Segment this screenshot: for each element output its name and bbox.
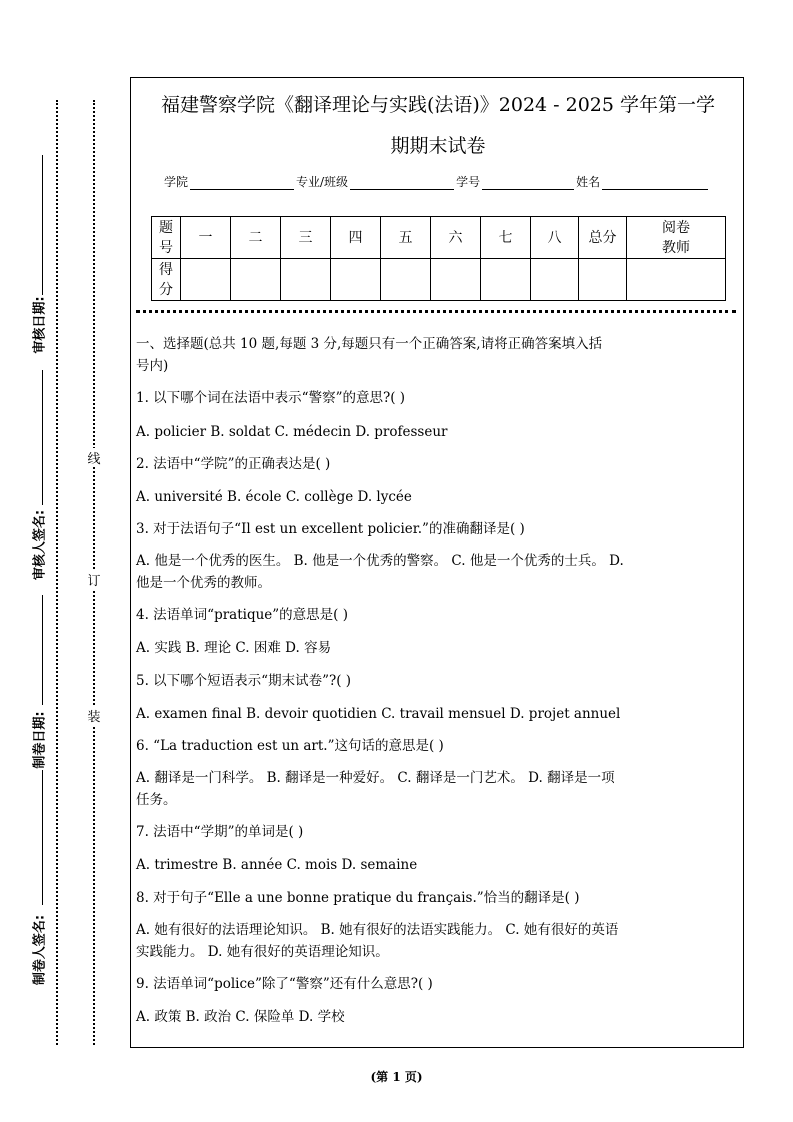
score-total-cell[interactable] <box>579 259 627 301</box>
section-separator <box>136 310 736 313</box>
question-5: 5. 以下哪个短语表示“期末试卷”?( ) <box>136 673 352 689</box>
maker-sign-line <box>42 770 44 905</box>
score-table-score-row <box>152 259 726 301</box>
student-id-label: 学号 <box>456 175 481 189</box>
college-label: 学院 <box>164 175 189 189</box>
binding-char-bind: 装 <box>86 706 102 725</box>
reviewer-teacher-label: 阅卷 教师 <box>627 217 726 259</box>
maker-sign-label: 制卷人签名: <box>32 914 48 986</box>
question-no-label: 题 号 <box>152 217 181 259</box>
col-7: 七 <box>481 217 531 259</box>
question-8: 8. 对于句子“Elle a une bonne pratique du français.”恰当的翻译是( ) <box>136 890 580 906</box>
col-2: 二 <box>231 217 281 259</box>
exam-title-line2: 期期末试卷 <box>390 135 486 157</box>
score-label: 得 分 <box>152 259 181 301</box>
name-label: 姓名 <box>576 175 601 189</box>
reviewer-cell[interactable] <box>627 259 726 301</box>
student-id-blank[interactable] <box>482 176 574 190</box>
question-6-options-cont: 任务。 <box>136 792 177 808</box>
score-cell[interactable] <box>331 259 381 301</box>
exam-box <box>130 77 744 1048</box>
section-heading-cont: 号内) <box>136 358 169 374</box>
score-cell[interactable] <box>431 259 481 301</box>
question-6: 6. “La traduction est un art.”这句话的意思是( ) <box>136 738 444 754</box>
question-5-options: A. examen final B. devoir quotidien C. travail mensuel D. projet annuel <box>136 706 621 722</box>
page-number: (第 1 页) <box>370 1070 423 1084</box>
major-class-blank[interactable] <box>350 176 454 190</box>
col-total: 总分 <box>579 217 627 259</box>
question-3-options: A. 他是一个优秀的医生。 B. 他是一个优秀的警察。 C. 他是一个优秀的士兵。 D. <box>136 553 624 569</box>
college-blank[interactable] <box>190 176 294 190</box>
score-cell[interactable] <box>381 259 431 301</box>
question-1: 1. 以下哪个词在法语中表示“警察”的意思?( ) <box>136 390 406 406</box>
col-1: 一 <box>181 217 231 259</box>
question-8-options: A. 她有很好的法语理论知识。 B. 她有很好的法语实践能力。 C. 她有很好的英语 <box>136 922 619 938</box>
reviewer-date-label: 审核日期: <box>32 296 48 354</box>
score-cell[interactable] <box>481 259 531 301</box>
score-cell[interactable] <box>531 259 579 301</box>
question-9: 9. 法语单词“police”除了“警察”还有什么意思?( ) <box>136 976 433 992</box>
student-info-row <box>164 173 710 190</box>
question-8-options-cont: 实践能力。 D. 她有很好的英语理论知识。 <box>136 944 389 960</box>
col-4: 四 <box>331 217 381 259</box>
col-6: 六 <box>431 217 481 259</box>
maker-date-line <box>42 595 44 705</box>
score-table <box>151 216 726 301</box>
question-2: 2. 法语中“学院”的正确表达是( ) <box>136 456 331 472</box>
question-6-options: A. 翻译是一门科学。 B. 翻译是一种爱好。 C. 翻译是一门艺术。 D. 翻译是一项 <box>136 770 615 786</box>
question-7: 7. 法语中“学期”的单词是( ) <box>136 824 304 840</box>
major-class-label: 专业/班级 <box>296 175 349 189</box>
name-blank[interactable] <box>602 176 708 190</box>
question-9-options: A. 政策 B. 政治 C. 保险单 D. 学校 <box>136 1009 345 1025</box>
col-3: 三 <box>281 217 331 259</box>
maker-date-label: 制卷日期: <box>32 711 48 769</box>
question-1-options: A. policier B. soldat C. médecin D. professeur <box>136 424 448 440</box>
score-cell[interactable] <box>231 259 281 301</box>
score-table-header-row <box>152 217 726 259</box>
question-4: 4. 法语单词“pratique”的意思是( ) <box>136 607 349 623</box>
question-3-options-cont: 他是一个优秀的教师。 <box>136 575 271 591</box>
binding-dotted-line-left <box>56 100 58 1045</box>
exam-title-line1: 福建警察学院《翻译理论与实践(法语)》2024 - 2025 学年第一学 <box>160 94 716 116</box>
reviewer-sign-label: 审核人签名: <box>32 509 48 581</box>
section-heading: 一、选择题(总共 10 题,每题 3 分,每题只有一个正确答案,请将正确答案填入括 <box>136 336 603 352</box>
binding-char-staple: 订 <box>86 570 102 589</box>
binding-char-line: 线 <box>86 448 102 467</box>
score-cell[interactable] <box>281 259 331 301</box>
reviewer-sign-line <box>42 370 44 505</box>
question-7-options: A. trimestre B. année C. mois D. semaine <box>136 857 418 873</box>
question-2-options: A. université B. école C. collège D. lycée <box>136 489 412 505</box>
col-5: 五 <box>381 217 431 259</box>
reviewer-date-line <box>42 155 44 295</box>
question-4-options: A. 实践 B. 理论 C. 困难 D. 容易 <box>136 640 332 656</box>
score-cell[interactable] <box>181 259 231 301</box>
col-8: 八 <box>531 217 579 259</box>
question-3: 3. 对于法语句子“Il est un excellent policier.”的准确翻译是( ) <box>136 521 525 537</box>
